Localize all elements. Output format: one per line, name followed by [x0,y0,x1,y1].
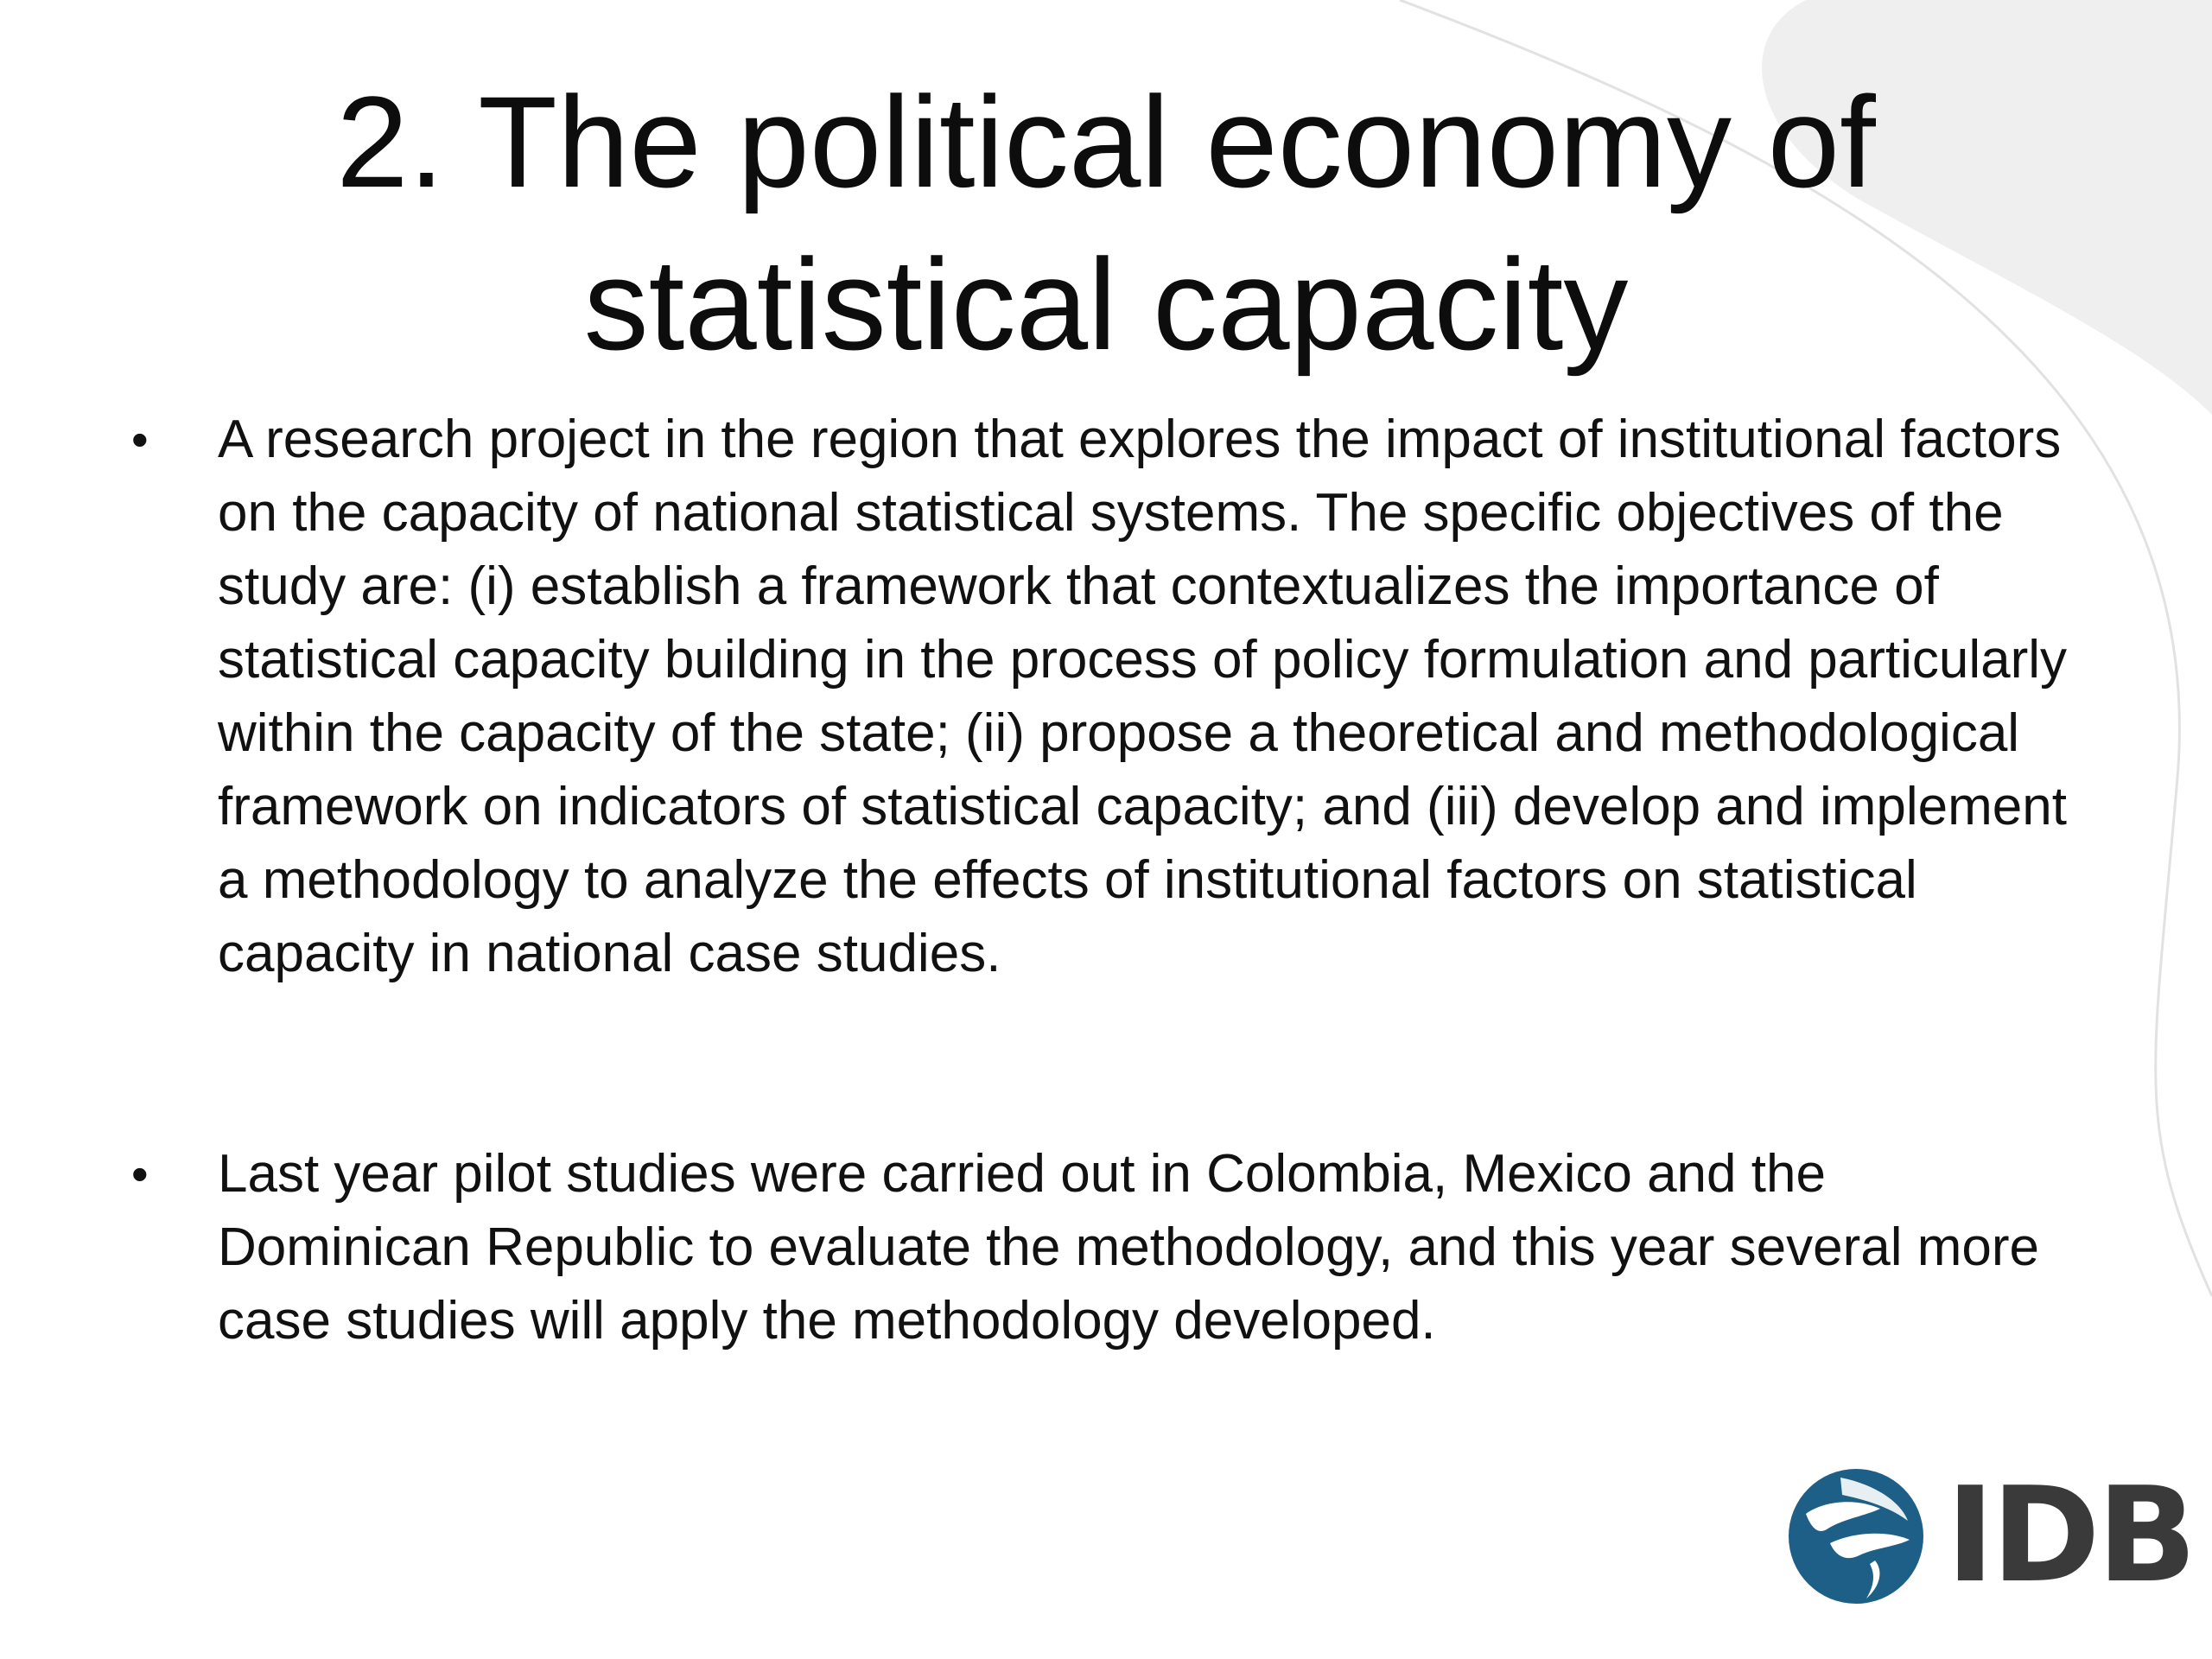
bullet-marker: • [131,412,149,467]
slide-title-line-2: statistical capacity [583,232,1629,377]
bullet-marker: • [131,1147,149,1201]
idb-globe-icon [1780,1460,1936,1607]
bullet-list [121,403,2082,1357]
idb-logo-text: IDB [1946,1459,2194,1611]
bullet-item-pilot-studies [121,1137,2082,1357]
bullet-item-research-project [121,403,2082,990]
slide-title [0,60,2212,385]
idb-logo [1780,1459,2194,1611]
bullet-text: Last year pilot studies were carried out in Colombia, Mexico and the Dominican Republic to evaluate the methodology, and this year several more case studies will apply the methodology developed. [218,1144,2039,1351]
bullet-text: A research project in the region that explores the impact of institutional factors on the capacity of national statistical systems. The specific objectives of the study are: (i) establish a framework that contextualizes the importance of statistical capacity building in the process of policy formulation and particularly within the capacity of the state; (ii) propose a theoretical and methodological framework on indicators of statistical capacity; and (iii) develop and implement a methodology to analyze the effects of institutional factors on statistical capacity in national case studies. [218,410,2068,983]
slide-title-line-1: 2. The political economy of [336,69,1876,214]
